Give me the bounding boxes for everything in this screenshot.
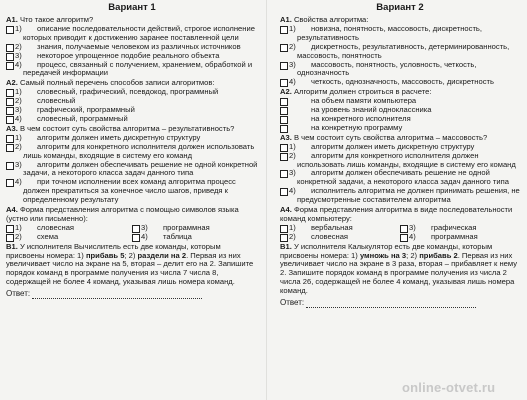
answer-checkbox[interactable] xyxy=(6,144,14,152)
answer-checkbox[interactable] xyxy=(6,98,14,106)
answer-option[interactable]: 2) знания, получаемые человеком из различных источников xyxy=(6,43,258,52)
option-text: исполнитель алгоритма не должен принимать решения, не предусмотренные составителем алгоритма xyxy=(297,186,520,205)
answer-checkbox[interactable] xyxy=(280,26,288,34)
option-text: словесный, графический, псевдокод, программный xyxy=(37,87,219,97)
answer-checkbox[interactable] xyxy=(280,44,288,52)
question-number: А2. xyxy=(280,87,292,97)
question-number: А2. xyxy=(6,78,18,88)
option-text: схема xyxy=(37,231,59,241)
answer-option[interactable]: 4) программная xyxy=(400,233,520,242)
answer-checkbox[interactable] xyxy=(6,135,14,143)
option-text: словесная xyxy=(37,222,75,232)
answer-option[interactable]: 3) алгоритм должен обеспечивать решение не одной конкретной задачи, а некоторого класса задач данного типа xyxy=(6,161,258,179)
option-text: на уровень знаний одноклассника xyxy=(311,105,432,115)
question-a3 xyxy=(280,134,520,205)
variant-2-title: Вариант 2 xyxy=(376,2,424,13)
answer-option[interactable]: 3) графическая xyxy=(400,224,520,233)
answer-checkbox[interactable] xyxy=(280,153,288,161)
option-text: на конкретную программу xyxy=(311,122,403,132)
answer-option[interactable]: 1) вербальная xyxy=(280,224,400,233)
command-2: прибавь 2 xyxy=(419,250,458,260)
command-1: прибавь 5 xyxy=(85,250,125,260)
option-text: словесный xyxy=(37,96,76,106)
command-2: раздели на 2 xyxy=(137,250,187,260)
question-text: Что такое алгоритм? xyxy=(19,15,94,24)
option-text: программная xyxy=(431,231,478,241)
answer-option[interactable] xyxy=(280,124,520,133)
option-text: алгоритм должен обеспечивать решение не одной конкретной задачи, а некоторого класса задач данного типа xyxy=(297,168,509,187)
question-a2 xyxy=(6,79,258,124)
answer-label: Ответ: xyxy=(6,289,31,299)
question-number: В1. xyxy=(6,241,18,251)
question-number: А1. xyxy=(6,15,18,24)
answer-checkbox[interactable] xyxy=(132,225,140,233)
answer-option[interactable]: 1) новизна, понятность, массовость, дискретность, результативность xyxy=(280,25,520,43)
answer-option[interactable]: 3) алгоритм должен обеспечивать решение не одной конкретной задачи, а некоторого класса задач данного типа xyxy=(280,169,520,187)
option-text: процесс, связанный с получением, хранением, обработкой и передачей информации xyxy=(23,59,253,78)
option-text: графический, программный xyxy=(37,105,135,115)
question-number: А3. xyxy=(6,123,18,133)
answer-option[interactable]: 4) четкость, однозначность, массовость, дискретность xyxy=(280,78,520,87)
answer-line[interactable] xyxy=(32,290,202,299)
answer-option[interactable]: 4) таблица xyxy=(132,233,258,242)
answer-checkbox[interactable] xyxy=(400,225,408,233)
question-text: Алгоритм должен строиться в расчете: xyxy=(293,87,432,97)
option-text: программная xyxy=(163,222,210,232)
question-a4 xyxy=(280,206,520,242)
question-text: В чем состоит суть свойства алгоритма – результативность? xyxy=(19,123,235,133)
option-text: словесная xyxy=(311,231,349,241)
answer-checkbox[interactable] xyxy=(6,53,14,61)
option-text: при точном исполнении всех команд алгоритма процесс должен прекратиться за конечное число шагов, приведя к определенному результату xyxy=(23,177,236,205)
answer-label: Ответ: xyxy=(280,298,305,308)
option-text: алгоритм для конкретного исполнителя должен использовать лишь команды, входящие в систему его команд xyxy=(23,141,255,160)
option-text: на конкретного исполнителя xyxy=(311,113,411,123)
answer-option[interactable]: 4) исполнитель алгоритма не должен принимать решения, не предусмотренные составителем алгоритма xyxy=(280,187,520,205)
answer-field[interactable] xyxy=(280,299,520,308)
option-text: таблица xyxy=(163,231,192,241)
answer-option[interactable]: 2) словесная xyxy=(280,233,400,242)
answer-option[interactable]: 1) алгоритм должен иметь дискретную структуру xyxy=(6,134,258,143)
answer-line[interactable] xyxy=(306,299,476,308)
question-text: Самый полный перечень способов записи алгоритмов: xyxy=(19,78,215,88)
answer-checkbox[interactable] xyxy=(280,125,288,133)
question-a1 xyxy=(6,16,258,78)
question-number: А1. xyxy=(280,15,292,24)
answer-option[interactable]: 2) алгоритм для конкретного исполнителя должен использовать лишь команды, входящие в систему его команд xyxy=(6,143,258,161)
answer-option[interactable]: 2) алгоритм для конкретного исполнителя должен использовать лишь команды, входящие в систему его команд xyxy=(280,152,520,170)
question-a3 xyxy=(6,125,258,205)
answer-option[interactable]: 3) массовость, понятность, условность, четкость, однозначность xyxy=(280,61,520,79)
option-text: массовость, понятность, условность, четкость, однозначность xyxy=(297,59,477,78)
answer-field[interactable] xyxy=(6,290,258,299)
question-a1 xyxy=(280,16,520,87)
answer-checkbox[interactable] xyxy=(6,89,14,97)
answer-checkbox[interactable] xyxy=(280,98,288,106)
answer-option[interactable]: 3) графический, программный xyxy=(6,106,258,115)
question-number: В1. xyxy=(280,241,292,251)
answer-checkbox[interactable] xyxy=(132,234,140,242)
answer-checkbox[interactable] xyxy=(280,79,288,87)
answer-checkbox[interactable] xyxy=(6,225,14,233)
answer-checkbox[interactable] xyxy=(400,234,408,242)
answer-option[interactable]: 1) алгоритм должен иметь дискретную структуру xyxy=(280,143,520,152)
question-number: А4. xyxy=(6,205,18,215)
variant-1-column xyxy=(6,0,258,300)
variant-1-title: Вариант 1 xyxy=(108,2,156,13)
answer-checkbox[interactable] xyxy=(6,116,14,124)
answer-option[interactable]: 2) схема xyxy=(6,233,132,242)
answer-checkbox[interactable] xyxy=(280,188,288,196)
answer-option[interactable]: 4) при точном исполнении всех команд алгоритма процесс должен прекратиться за конечное число шагов, приведя к определенному результату xyxy=(6,178,258,205)
answer-checkbox[interactable] xyxy=(280,116,288,124)
answer-option[interactable]: 2) словесный xyxy=(6,97,258,106)
answer-checkbox[interactable] xyxy=(6,26,14,34)
option-text: новизна, понятность, массовость, дискретность, результативность xyxy=(297,23,482,42)
option-text: алгоритм должен обеспечивать решение не одной конкретной задачи, а некоторого класса задач данного типа xyxy=(23,159,258,178)
answer-checkbox[interactable] xyxy=(6,107,14,115)
option-text: четкость, однозначность, массовость, дискретность xyxy=(311,77,494,87)
answer-option[interactable]: 3) некоторое упрощенное подобие реального объекта xyxy=(6,52,258,61)
question-b1: В1. У исполнителя Калькулятор есть две команды, которым присвоены номера: 1) умножь на 3; 2) прибавь 2. Первая из них увеличивает число на экране в 3 раза, вторая – прибавляет к нему 2. Запишите порядок команд в программе получения из числа 2 числа 26, содержащей не более 4 команд, указывая лишь номера команд. Ответ: xyxy=(280,243,520,308)
variant-2-column xyxy=(280,0,520,309)
option-text: графическая xyxy=(431,222,477,232)
question-text: Свойства алгоритма: xyxy=(293,15,369,24)
answer-option[interactable]: 4) словесный, программный xyxy=(6,115,258,124)
answer-checkbox[interactable] xyxy=(6,44,14,52)
option-text: словесный, программный xyxy=(37,113,128,123)
column-divider xyxy=(266,0,267,400)
question-a2 xyxy=(280,88,520,133)
question-number: А4. xyxy=(280,205,292,215)
option-text: алгоритм для конкретного исполнителя должен использовать лишь команды, входящие в систему его команд xyxy=(297,150,516,169)
answer-checkbox[interactable] xyxy=(280,170,288,178)
question-a4 xyxy=(6,206,258,242)
option-text: некоторое упрощенное подобие реального объекта xyxy=(37,50,220,60)
option-text: описание последовательности действий, строгое исполнение которых приводит к достижению заранее поставленной цели xyxy=(23,23,255,42)
question-text: В чем состоит суть свойства алгоритма – массовость? xyxy=(293,132,488,142)
answer-option[interactable]: 3) программная xyxy=(132,224,258,233)
answer-checkbox[interactable] xyxy=(6,179,14,187)
answer-checkbox[interactable] xyxy=(280,144,288,152)
answer-option[interactable]: 2) дискретность, результативность, детерминированность, массовость, понятность xyxy=(280,43,520,61)
option-text: вербальная xyxy=(311,222,353,232)
option-text: алгоритм должен иметь дискретную структуру xyxy=(311,141,475,151)
answer-checkbox[interactable] xyxy=(280,234,288,242)
option-text: дискретность, результативность, детерминированность, массовость, понятность xyxy=(297,41,510,60)
option-text: знания, получаемые человеком из различных источников xyxy=(37,41,241,51)
question-b1: В1. У исполнителя Вычислитель есть две команды, которым присвоены номера: 1) прибавь 5; 2) раздели на 2. Первая из них увеличивает число на экране на 5, вторая – делит его на 2. Запишите порядок команд в программе получения из числа 7 числа 8, содержащей не более 4 команд, указывая лишь номера команд. Ответ: xyxy=(6,243,258,300)
answer-checkbox[interactable] xyxy=(6,162,14,170)
question-number: А3. xyxy=(280,132,292,142)
question-text: Форма представления алгоритма с помощью символов языка (устно или письменно): xyxy=(6,205,239,223)
command-1: умножь на 3 xyxy=(359,250,407,260)
watermark: online-otvet.ru xyxy=(402,380,496,395)
answer-option[interactable]: 4) процесс, связанный с получением, хранением, обработкой и передачей информации xyxy=(6,61,258,79)
option-text: на объем памяти компьютера xyxy=(311,96,417,106)
answer-checkbox[interactable] xyxy=(280,62,288,70)
answer-checkbox[interactable] xyxy=(6,234,14,242)
answer-checkbox[interactable] xyxy=(280,225,288,233)
option-text: алгоритм должен иметь дискретную структуру xyxy=(37,132,201,142)
answer-option[interactable]: 1) словесный, графический, псевдокод, программный xyxy=(6,88,258,97)
answer-checkbox[interactable] xyxy=(280,107,288,115)
answer-option[interactable]: 1) словесная xyxy=(6,224,132,233)
answer-option[interactable]: 1) описание последовательности действий, строгое исполнение которых приводит к достижению заранее поставленной цели xyxy=(6,25,258,43)
answer-checkbox[interactable] xyxy=(6,62,14,70)
question-text: Форма представления алгоритма в виде последовательности команд компьютеру: xyxy=(280,205,513,223)
